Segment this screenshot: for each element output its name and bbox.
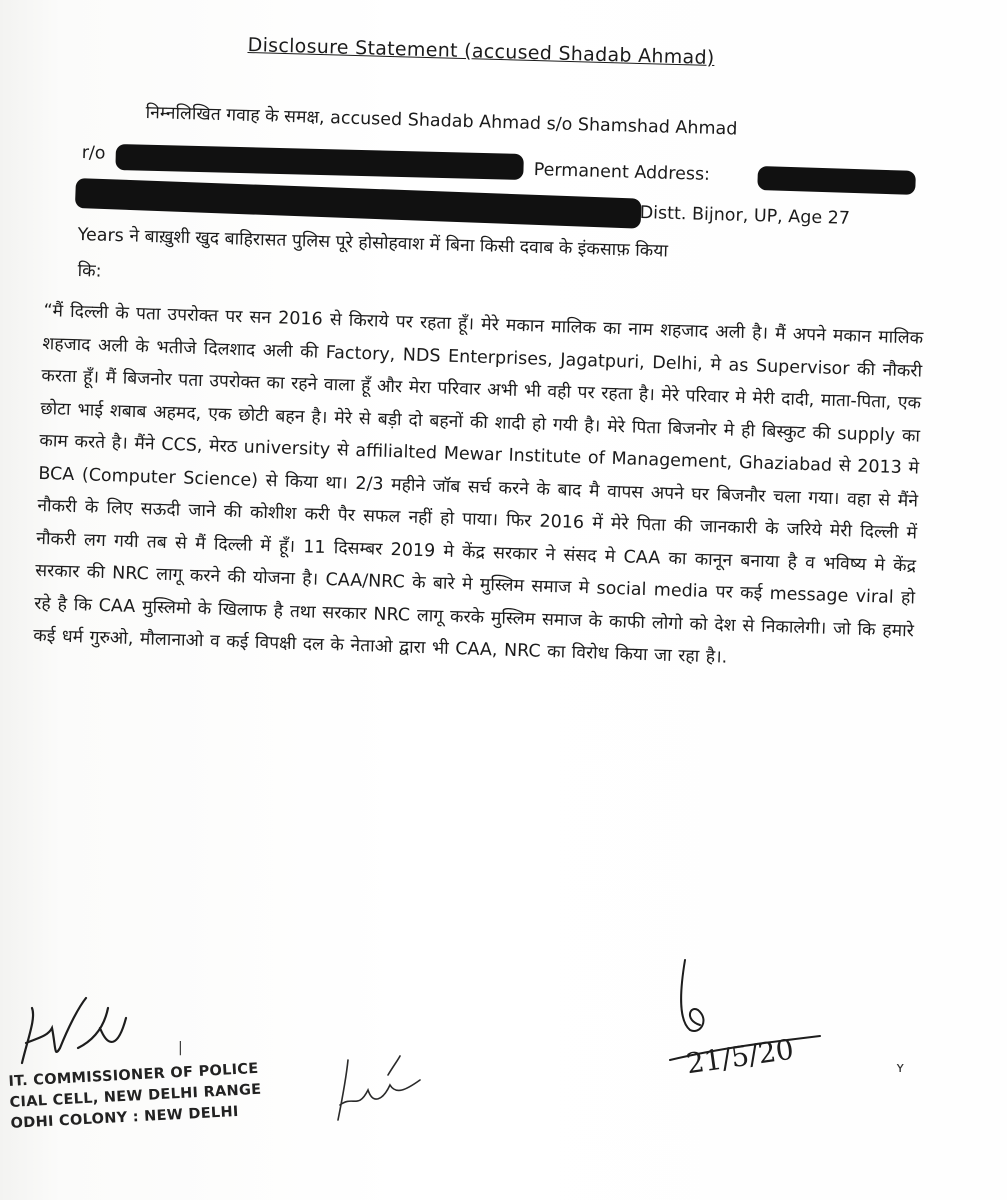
redacted-residence bbox=[115, 144, 524, 180]
district-age: Distt. Bijnor, UP, Age 27 bbox=[639, 203, 851, 229]
stamp-line-2: CIAL CELL, NEW DELHI RANGE bbox=[9, 1081, 262, 1111]
margin-mark: ʏ bbox=[896, 1060, 905, 1076]
redacted-address-line bbox=[75, 178, 642, 229]
intro-line-4: Years ने बाख़ुशी खुद बाहिरासत पुलिस पूरे होसोहवाश में बिना किसी दवाब के इंकसाफ़ किया bbox=[77, 224, 669, 262]
police-stamp bbox=[8, 1059, 263, 1135]
signature-center bbox=[328, 1050, 438, 1130]
stamp-line-1: IT. COMMISSIONER OF POLICE bbox=[8, 1060, 259, 1090]
signature-left bbox=[8, 988, 138, 1078]
intro-ro-label: r/o bbox=[81, 143, 106, 164]
document-title: Disclosure Statement (accused Shadab Ahmad) bbox=[247, 34, 715, 70]
statement-body: “मैं दिल्ली के पता उपरोक्त पर सन 2016 से किराये पर रहता हूँ। मेरे मकान मालिक का नाम शहजाद अली है। मैं अपने मकान मालिक शहजाद अली के भतीजे दिलशाद अली की Factory, NDS Enterprises, Jagatpuri, Delhi, मे as Supervisor की नौकरी करता हूँ। मैं बिजनोर पता उपरोक्त का रहने वाला हूँ और मेरा परिवार अभी भी वही पर रहता है। मेरे परिवार मे मेरी दादी, माता-पिता, एक छोटा भाई शबाब अहमद, एक छोटी बहन है। मेरे से बड़ी दो बहनों की शादी हो गयी है। मेरे पिता बिजनोर मे ही बिस्कुट की supply का काम करते है। मैंने CCS, मेरठ university से affilialted Mewar Institute of Management, Ghaziabad से 2013 मे BCA (Computer Science) से किया था। 2/3 महीने जॉब सर्च करने के बाद मै वापस अपने घर बिजनौर चला गया। वहा से मैंने नौकरी के लिए सऊदी जाने की कोशीश करी पैर सफल नहीं हो पाया। फिर 2016 में मेरे पिता की जानकारी के जरिये मेरी दिल्ली में नौकरी लग गयी तब से मैं दिल्ली में हूँ। 11 दिसम्बर 2019 मे केंद्र सरकार ने संसद मे CAA का कानून बनाया है व भविष्य मे केंद्र सरकार की NRC लागू करने की योजना है। CAA/NRC के बारे मे मुस्लिम समाज मे social media पर कई message viral हो रहे है कि CAA मुस्लिमो के खिलाफ है तथा सरकार NRC लागू करके मुस्लिम समाज के काफी लोगो को देश से निकालेगी। जो कि हमारे कई धर्म गुरुओ, मौलानाओ व कई विपक्षी दल के नेताओ द्वारा भी CAA, NRC का विरोध किया जा रहा है।. bbox=[32, 300, 924, 668]
intro-line-1: निम्नलिखित गवाह के समक्ष, accused Shadab Ahmad s/o Shamshad Ahmad bbox=[145, 102, 738, 140]
permanent-address-label: Permanent Address: bbox=[533, 160, 711, 185]
stamp-line-3: ODHI COLONY : NEW DELHI bbox=[10, 1103, 240, 1132]
intro-line-5: कि: bbox=[77, 260, 102, 282]
redacted-permanent-address bbox=[757, 166, 916, 195]
tick-mark: | bbox=[178, 1040, 183, 1056]
handwritten-date: 21/5/20 bbox=[684, 1032, 796, 1081]
